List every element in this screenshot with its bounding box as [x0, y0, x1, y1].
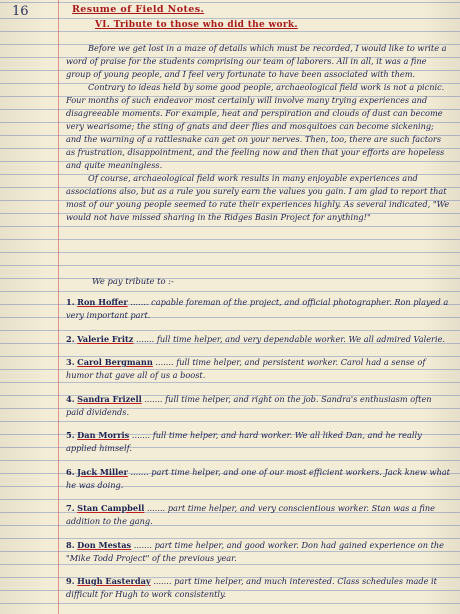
- tribute-text: full time helper, and right on the job. Sandra's enthusiasm often paid dividends.: [66, 393, 432, 417]
- tribute-number: 4.: [66, 393, 75, 404]
- tribute-leader: .......: [133, 333, 157, 344]
- tribute-text: part time helper, and much interested. Class schedules made it difficult for Hugh to work consistently.: [66, 576, 437, 599]
- tribute-number: 7.: [66, 503, 75, 513]
- paragraph: Of course, archaeological field work results in many enjoyable experiences and associations also, but as a rule you surely earn the values you gain. I am glad to report that most of our young people seemed to rate their experiences highly. As several indicated, "We would not have missed sharing in the Ridges Basin Project for anything!": [66, 173, 450, 222]
- tribute-list: [66, 296, 450, 612]
- margin-line: [58, 0, 59, 614]
- tribute-text: part time helper, and one of our most efficient workers. Jack knew what he was doing.: [66, 466, 450, 490]
- tribute-number: 8.: [66, 539, 75, 550]
- tribute-number: 6.: [66, 466, 75, 477]
- tribute-leader: .......: [127, 297, 152, 307]
- tribute-name: Hugh Easterday: [77, 576, 151, 586]
- tribute-name: Don Mestas: [77, 539, 132, 550]
- tribute-number: 9.: [66, 576, 75, 586]
- tribute-number: 2.: [66, 333, 75, 344]
- tribute-item: [66, 575, 450, 601]
- tribute-name: Carol Bergmann: [77, 357, 153, 367]
- paragraph: Before we get lost in a maze of details which must be recorded, I would like to write a word of praise for the students comprising our team of laborers. All in all, it was a fine group of young people, and I feel very fortunate to have been associated with them.: [66, 43, 447, 79]
- tribute-leader: .......: [131, 539, 155, 550]
- tribute-item: [66, 539, 450, 565]
- tribute-item: [66, 429, 450, 455]
- tribute-name: Sandra Frizell: [77, 393, 142, 404]
- tribute-item: [66, 296, 450, 322]
- page-number: 16: [12, 4, 29, 19]
- tribute-intro: We pay tribute to :-: [92, 276, 174, 286]
- tribute-number: 3.: [66, 357, 75, 367]
- tribute-leader: .......: [141, 393, 166, 404]
- tribute-text: part time helper, and very conscientious worker. Stan was a fine addition to the gang.: [66, 503, 435, 526]
- tribute-item: [66, 393, 450, 419]
- tribute-number: 1.: [66, 297, 75, 307]
- tribute-leader: .......: [129, 430, 153, 440]
- tribute-text: part time helper, and good worker. Don had gained experience on the "Mike Todd Project" of the previous year.: [66, 539, 444, 563]
- tribute-text: capable foreman of the project, and official photographer. Ron played a very important part.: [66, 297, 449, 320]
- tribute-leader: .......: [150, 576, 175, 586]
- tribute-number: 5.: [66, 430, 75, 440]
- tribute-name: Valerie Fritz: [77, 333, 134, 344]
- tribute-text: full time helper, and very dependable worker. We all admired Valerie.: [156, 333, 446, 344]
- tribute-name: Ron Hoffer: [77, 297, 128, 307]
- tribute-item: [66, 333, 450, 346]
- section-subtitle: VI. Tribute to those who did the work.: [95, 20, 298, 30]
- tribute-item: [66, 356, 450, 382]
- tribute-text: full time helper, and persistent worker. Carol had a sense of humor that gave all of us a boost.: [66, 357, 426, 380]
- tribute-item: [66, 502, 450, 528]
- tribute-leader: .......: [152, 357, 177, 367]
- tribute-name: Jack Miller: [77, 466, 128, 477]
- paragraph: Contrary to ideas held by some good people, archaeological field work is not a picnic. Four months of such endeavor most certainly will involve many trying experiences and disagreeable moments. For example, heat and perspiration and clouds of dust can become very wearisome; the sting of gnats and deer flies and mosquitoes can become sickening; and the warning of a rattlesnake can get on your nerves. Then, too, there are such factors as frustration, disappointment, and the feeling now and then that your efforts are hopeless and quite meaningless.: [66, 82, 445, 170]
- tribute-item: [66, 466, 450, 492]
- tribute-name: Dan Morris: [77, 430, 130, 440]
- tribute-leader: .......: [127, 466, 152, 477]
- tribute-text: full time helper, and hard worker. We all liked Dan, and he really applied himself.: [66, 430, 422, 453]
- tribute-leader: .......: [144, 503, 168, 513]
- body-text: [66, 42, 450, 224]
- tribute-name: Stan Campbell: [77, 503, 145, 513]
- page-title: Resume of Field Notes.: [72, 4, 205, 15]
